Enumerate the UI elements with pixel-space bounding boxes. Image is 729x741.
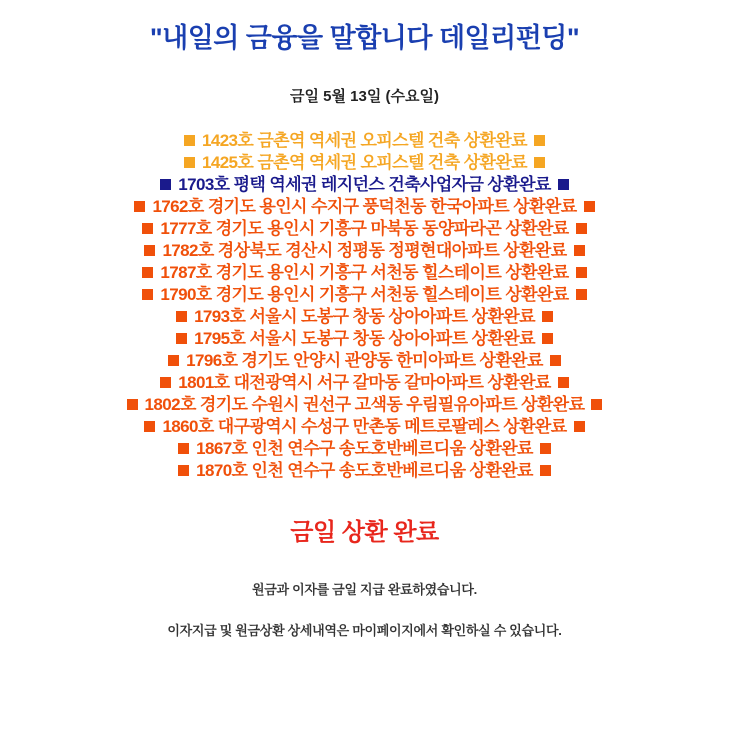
bullet-square-icon [574, 245, 585, 256]
footer-note-primary: 원금과 이자를 금일 지급 완료하였습니다. [252, 582, 477, 597]
bullet-square-icon [542, 333, 553, 344]
repayment-list [8, 132, 721, 484]
list-item [176, 330, 553, 347]
list-item-label: 1762호 경기도 용인시 수지구 풍덕천동 한국아파트 상환완료 [152, 197, 577, 216]
list-item-label: 1787호 경기도 용인시 기흥구 서천동 힐스테이트 상환완료 [160, 263, 569, 282]
bullet-square-icon [134, 201, 145, 212]
bullet-square-icon [534, 135, 545, 146]
list-item-label: 1802호 경기도 수원시 권선구 고색동 우림필유아파트 상환완료 [144, 395, 585, 414]
bullet-square-icon [178, 465, 189, 476]
list-item [168, 352, 561, 369]
bullet-square-icon [574, 421, 585, 432]
bullet-square-icon [176, 311, 187, 322]
bullet-square-icon [534, 157, 545, 168]
bullet-square-icon [142, 289, 153, 300]
bullet-square-icon [184, 157, 195, 168]
list-item [160, 176, 568, 193]
list-item-label: 1801호 대전광역시 서구 갈마동 갈마아파트 상환완료 [178, 373, 551, 392]
list-item [184, 132, 545, 149]
bullet-square-icon [558, 179, 569, 190]
bullet-square-icon [184, 135, 195, 146]
bullet-square-icon [550, 355, 561, 366]
date-line: 금일 5월 13일 (수요일) [290, 88, 439, 105]
list-item-label: 1867호 인천 연수구 송도호반베르디움 상환완료 [196, 439, 533, 458]
list-item-label: 1782호 경상북도 경산시 정평동 정평현대아파트 상환완료 [162, 241, 567, 260]
footer-heading: 금일 상환 완료 [290, 519, 439, 546]
list-item [134, 198, 594, 215]
bullet-square-icon [142, 223, 153, 234]
bullet-square-icon [168, 355, 179, 366]
bullet-square-icon [144, 421, 155, 432]
page-title: "내일의 금융을 말합니다 데일리펀딩" [149, 23, 580, 53]
bullet-square-icon [576, 223, 587, 234]
list-item-label: 1425호 금촌역 역세권 오피스텔 건축 상환완료 [201, 153, 527, 172]
list-item [142, 264, 586, 281]
footer-note-secondary: 이자지급 및 원금상환 상세내역은 마이페이지에서 확인하실 수 있습니다. [167, 623, 562, 638]
bullet-square-icon [540, 465, 551, 476]
list-item-label: 1870호 인천 연수구 송도호반베르디움 상환완료 [196, 461, 533, 480]
list-item [160, 374, 568, 391]
bullet-square-icon [584, 201, 595, 212]
bullet-square-icon [176, 333, 187, 344]
list-item-label: 1703호 평택 역세권 레지던스 건축사업자금 상환완료 [178, 175, 551, 194]
list-item-label: 1796호 경기도 안양시 관양동 한미아파트 상환완료 [186, 351, 543, 370]
bullet-square-icon [127, 399, 138, 410]
bullet-square-icon [160, 179, 171, 190]
list-item [184, 154, 545, 171]
bullet-square-icon [576, 267, 587, 278]
list-item-label: 1777호 경기도 용인시 기흥구 마북동 동양파라곤 상환완료 [160, 219, 569, 238]
bullet-square-icon [591, 399, 602, 410]
bullet-square-icon [178, 443, 189, 454]
list-item-label: 1790호 경기도 용인시 기흥구 서천동 힐스테이트 상환완료 [160, 285, 569, 304]
list-item [178, 440, 551, 457]
list-item [142, 220, 586, 237]
bullet-square-icon [558, 377, 569, 388]
bullet-square-icon [142, 267, 153, 278]
list-item-label: 1860호 대구광역시 수성구 만촌동 메트로팔레스 상환완료 [162, 417, 567, 436]
list-item [176, 308, 553, 325]
list-item-label: 1423호 금촌역 역세권 오피스텔 건축 상환완료 [201, 131, 527, 150]
bullet-square-icon [160, 377, 171, 388]
bullet-square-icon [542, 311, 553, 322]
bullet-square-icon [576, 289, 587, 300]
bullet-square-icon [144, 245, 155, 256]
list-item [178, 462, 551, 479]
list-item-label: 1795호 서울시 도봉구 창동 상아아파트 상환완료 [194, 329, 535, 348]
list-item-label: 1793호 서울시 도봉구 창동 상아아파트 상환완료 [194, 307, 535, 326]
list-item [127, 396, 603, 413]
list-item [142, 286, 586, 303]
list-item [144, 242, 584, 259]
bullet-square-icon [540, 443, 551, 454]
list-item [144, 418, 584, 435]
